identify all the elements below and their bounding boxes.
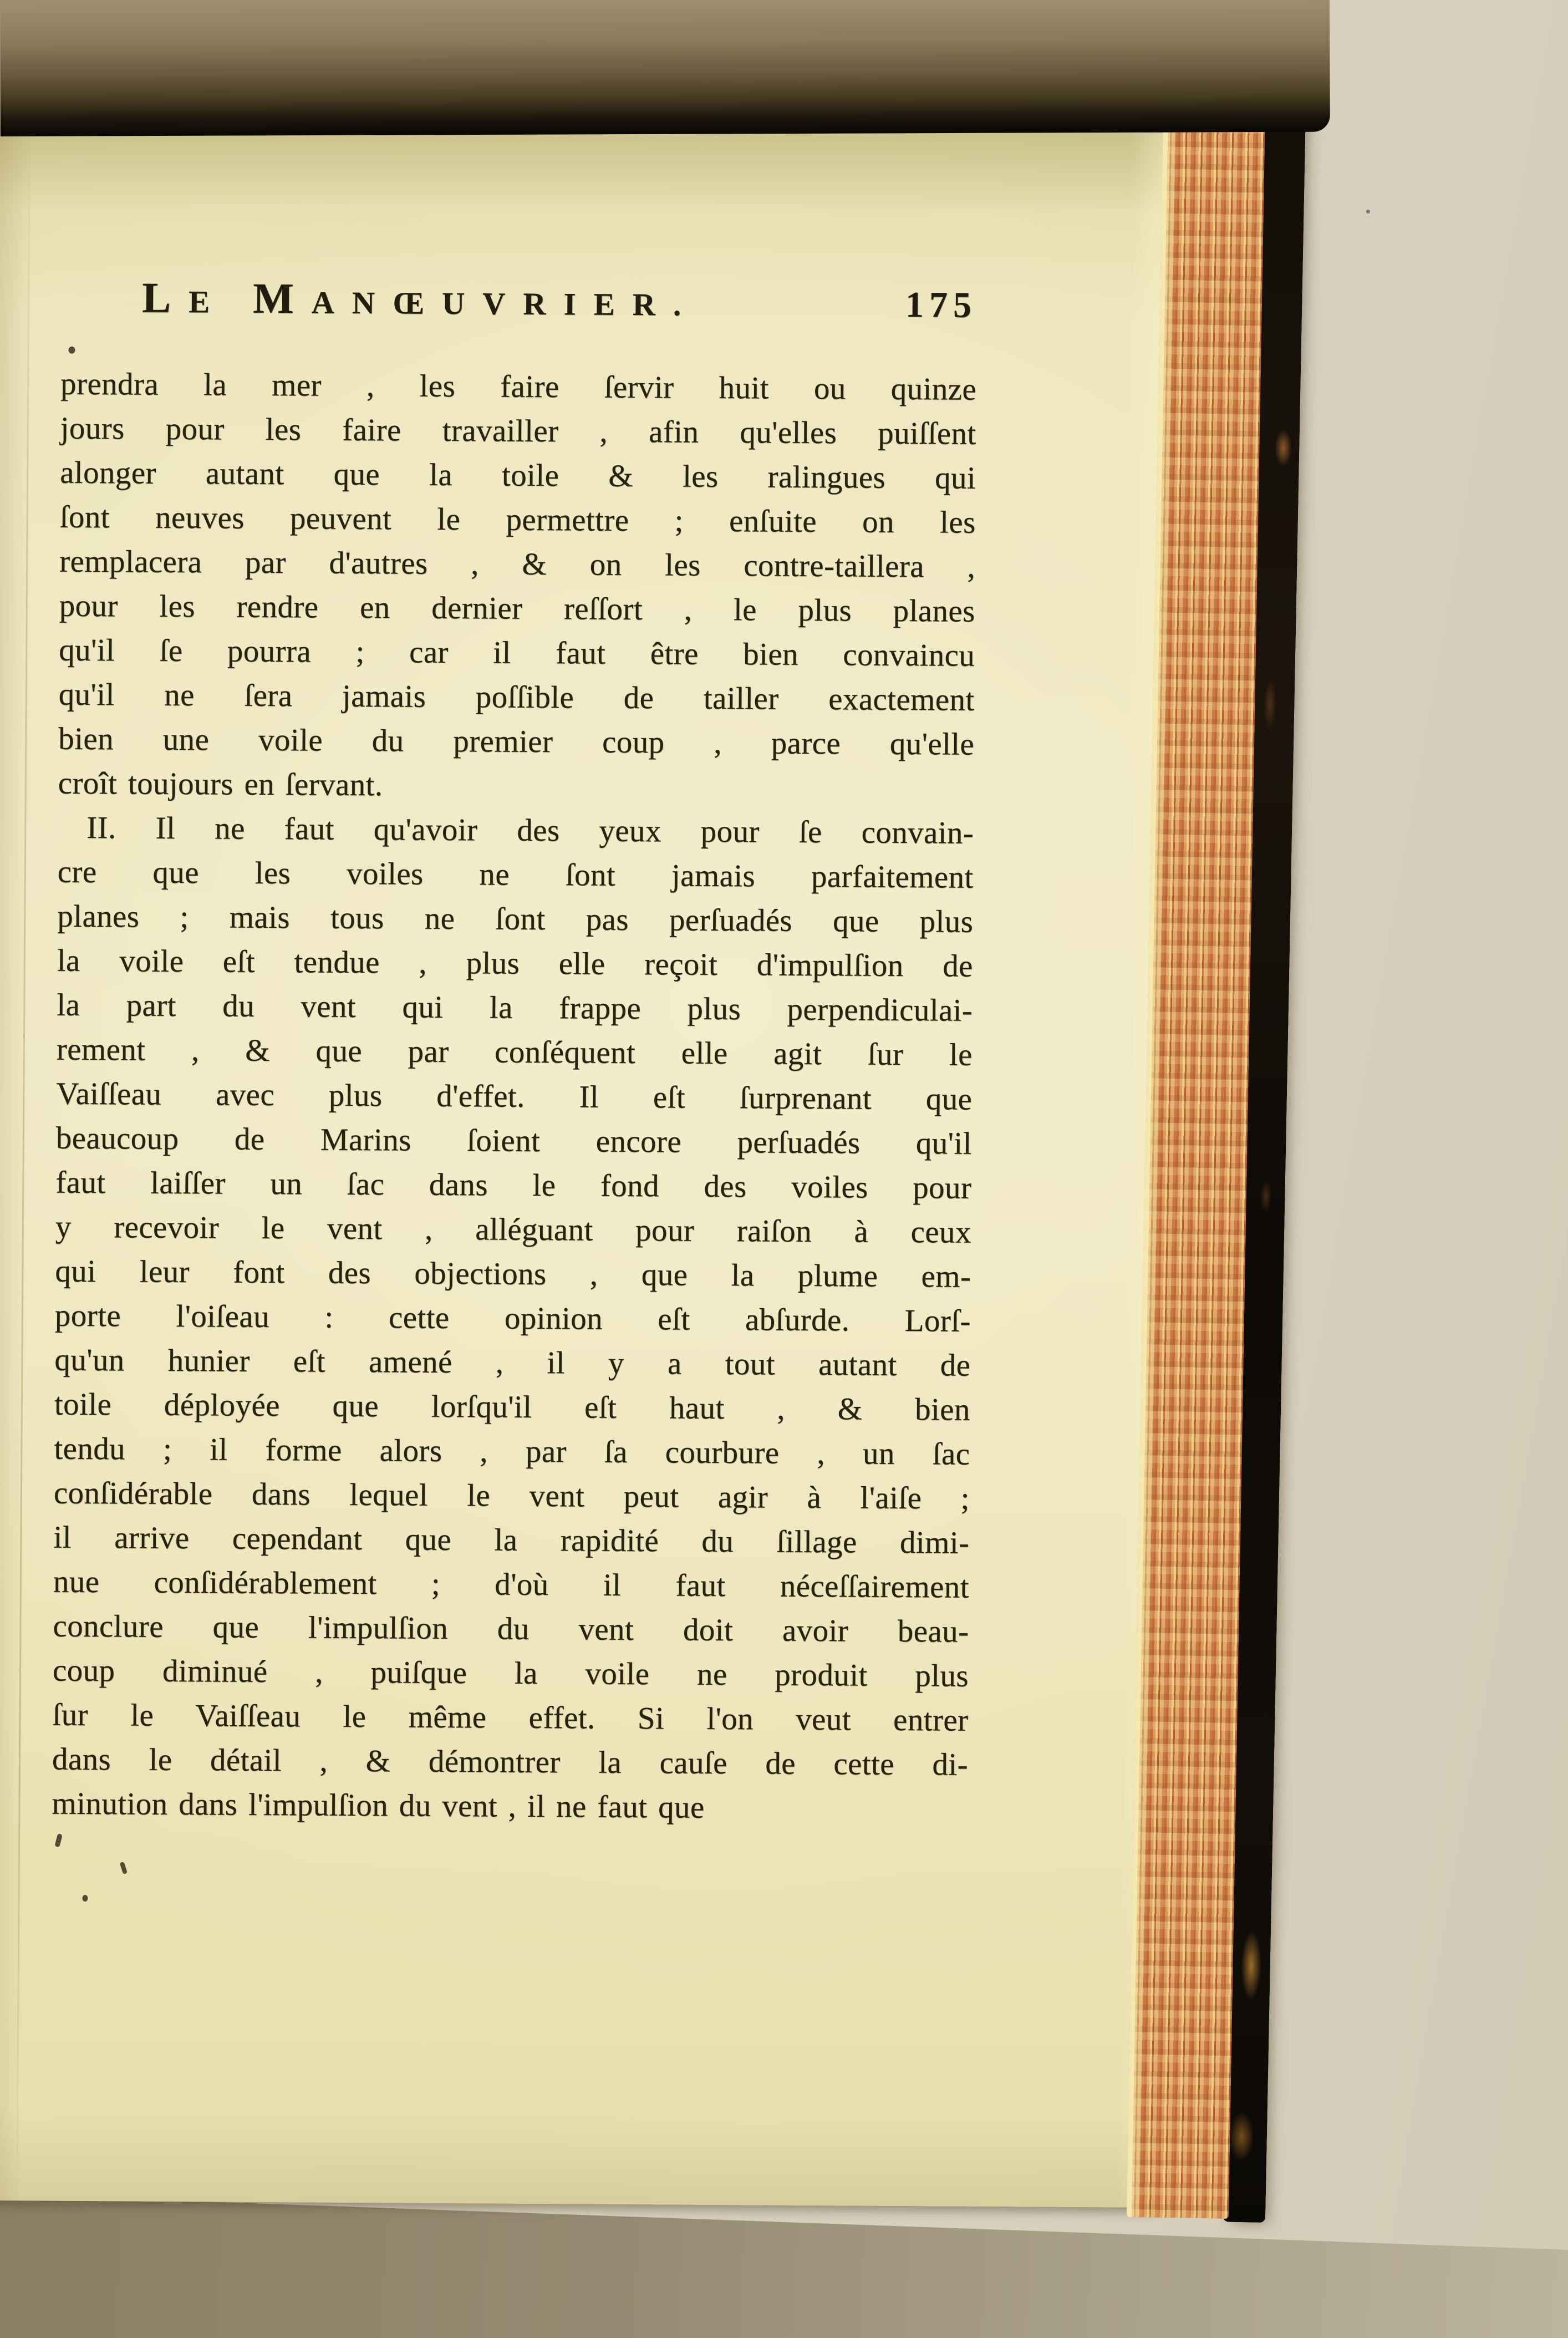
desk-surface (0, 2188, 1568, 2338)
text-line: qu'il ſe pourra ; car il faut être bien convaincu (59, 632, 975, 673)
text-line: conſidérable dans lequel le vent peut agir à l'aiſe ; (53, 1475, 970, 1516)
text-line: dans le détail , & démontrer la cauſe de cette di- (52, 1741, 969, 1782)
text-line: toile déployée que lorſqu'il eſt haut , & bien (54, 1386, 971, 1427)
text-line: pour les rendre en dernier reſſort , le plus planes (59, 588, 975, 629)
text-line: bien une voile du premier coup , parce qu'elle (58, 721, 975, 762)
page-number: 175 (905, 284, 978, 326)
ink-speck (54, 1833, 63, 1847)
text-line: qu'il ne ſera jamais poſſible de tailler exactement (58, 677, 975, 718)
text-line: prendra la mer , les faire ſervir huit ou quinze (60, 366, 977, 407)
title-smallcaps-1: E (188, 284, 228, 320)
title-initial-2: M (252, 273, 312, 323)
text-line: Vaiſſeau avec plus d'effet. Il eſt ſurprenant que (56, 1076, 973, 1117)
text-line: planes ; mais tous ne ſont pas perſuadés que plus (57, 898, 974, 939)
text-line: y recevoir le vent , alléguant pour raiſon à ceux (55, 1209, 972, 1250)
text-line: alonger autant que la toile & les ralingues qui (59, 455, 976, 496)
text-line: remplacera par d'autres , & on les contre-taillera , (59, 543, 976, 584)
text-line: la part du vent qui la frappe plus perpendiculai- (57, 987, 973, 1028)
text-line: jours pour les faire travailler , afin qu'elles puiſſent (60, 410, 976, 451)
text-line: ſont neuves peuvent le permettre ; enſuite on les (59, 499, 976, 540)
text-line: la voile eſt tendue , plus elle reçoit d'impulſion de (57, 943, 973, 984)
text-line: II. Il ne faut qu'avoir des yeux pour ſe convain- (86, 810, 974, 851)
body-text (52, 362, 976, 1832)
text-line: qu'un hunier eſt amené , il y a tout autant de (54, 1342, 971, 1383)
ink-speck (120, 1862, 128, 1874)
dust-speck (1366, 210, 1370, 214)
text-line: il arrive cependant que la rapidité du ſillage dimi- (53, 1519, 970, 1561)
text-line: ſur le Vaiſſeau le même effet. Si l'on veut entrer (52, 1697, 969, 1738)
book-top-shadow (0, 0, 1330, 136)
text-line: coup diminué , puiſque la voile ne produit plus (52, 1653, 969, 1694)
text-line: porte l'oiſeau : cette opinion eſt abſurde. Lorſ- (54, 1298, 971, 1339)
text-line: minution dans l'impulſion du vent , il ne faut que (52, 1786, 705, 1825)
text-line: faut laiſſer un ſac dans le fond des voiles pour (55, 1165, 972, 1206)
text-line: qui leur font des objections , que la plume em- (55, 1253, 971, 1294)
ink-speck (82, 1895, 88, 1902)
book-page (0, 126, 1171, 2208)
text-line: croît toujours en ſervant. (58, 765, 383, 803)
title-initial-1: L (141, 273, 189, 322)
running-head (142, 273, 978, 339)
text-line: tendu ; il forme alors , par ſa courbure , un ſac (54, 1431, 970, 1472)
page-title (142, 273, 699, 326)
ink-speck (68, 347, 75, 354)
text-line: beaucoup de Marins ſoient encore perſuadés qu'il (55, 1120, 973, 1161)
text-line: conclure que l'impulſion du vent doit avoir beau- (53, 1608, 969, 1649)
title-smallcaps-2: ANŒUVRIER. (311, 285, 699, 323)
text-line: rement , & que par conſéquent elle agit ſur le (56, 1031, 973, 1073)
text-line: nue conſidérablement ; d'où il faut néceſſairement (53, 1564, 970, 1605)
text-line: cre que les voiles ne ſont jamais parfaitement (57, 854, 974, 895)
